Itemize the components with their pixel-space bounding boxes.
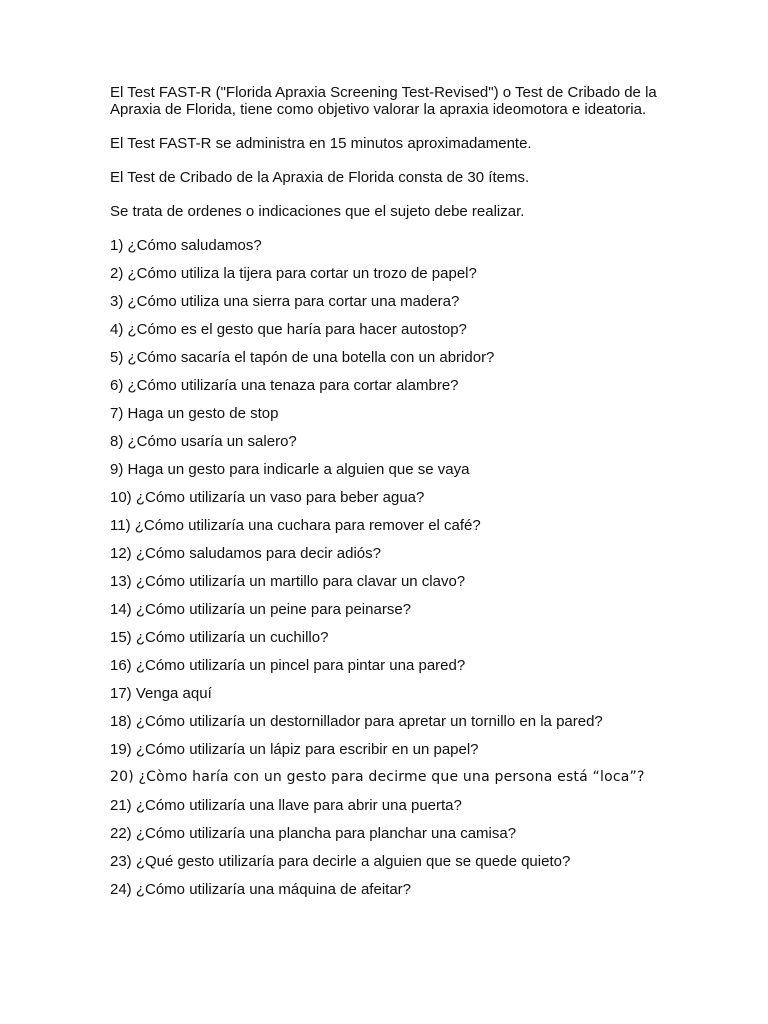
question-list (110, 237, 670, 898)
question-item-23: 23) ¿Qué gesto utilizaría para decirle a alguien que se quede quieto? (110, 853, 571, 870)
question-item-8: 8) ¿Cómo usaría un salero? (110, 433, 297, 450)
question-item-14: 14) ¿Cómo utilizaría un peine para peinarse? (110, 601, 412, 618)
question-item-20: 20) ¿Còmo haría con un gesto para decirme que una persona está “loca”? (110, 769, 645, 785)
intro-paragraph-duration: El Test FAST-R se administra en 15 minutos aproximadamente. (110, 135, 532, 152)
document-body (110, 84, 670, 909)
question-item-11: 11) ¿Cómo utilizaría una cuchara para remover el café? (110, 517, 481, 534)
question-item-6: 6) ¿Cómo utilizaría una tenaza para cortar alambre? (110, 377, 459, 394)
question-item-1: 1) ¿Cómo saludamos? (110, 237, 262, 254)
question-item-9: 9) Haga un gesto para indicarle a alguien que se vaya (110, 461, 470, 478)
question-item-3: 3) ¿Cómo utiliza una sierra para cortar una madera? (110, 293, 460, 310)
question-item-16: 16) ¿Cómo utilizaría un pincel para pintar una pared? (110, 657, 466, 674)
question-item-5: 5) ¿Cómo sacaría el tapón de una botella con un abridor? (110, 349, 495, 366)
question-item-15: 15) ¿Cómo utilizaría un cuchillo? (110, 629, 329, 646)
intro-paragraph-instructions: Se trata de ordenes o indicaciones que el sujeto debe realizar. (110, 203, 525, 220)
question-item-24: 24) ¿Cómo utilizaría una máquina de afeitar? (110, 881, 411, 898)
question-item-17: 17) Venga aquí (110, 685, 212, 702)
question-item-13: 13) ¿Cómo utilizaría un martillo para clavar un clavo? (110, 573, 466, 590)
question-item-19: 19) ¿Cómo utilizaría un lápiz para escribir en un papel? (110, 741, 479, 758)
question-item-18: 18) ¿Cómo utilizaría un destornillador para apretar un tornillo en la pared? (110, 713, 603, 730)
question-item-21: 21) ¿Cómo utilizaría una llave para abrir una puerta? (110, 797, 462, 814)
intro-paragraph-item-count: El Test de Cribado de la Apraxia de Florida consta de 30 ítems. (110, 169, 530, 186)
question-item-22: 22) ¿Cómo utilizaría una plancha para planchar una camisa? (110, 825, 517, 842)
question-item-12: 12) ¿Cómo saludamos para decir adiós? (110, 545, 381, 562)
intro-paragraph-purpose: El Test FAST-R ("Florida Apraxia Screening Test-Revised") o Test de Cribado de la Apraxia de Florida, tiene como objetivo valorar la apraxia ideomotora e ideatoria. (110, 84, 657, 118)
question-item-2: 2) ¿Cómo utiliza la tijera para cortar un trozo de papel? (110, 265, 477, 282)
question-item-4: 4) ¿Cómo es el gesto que haría para hacer autostop? (110, 321, 467, 338)
question-item-10: 10) ¿Cómo utilizaría un vaso para beber agua? (110, 489, 425, 506)
question-item-7: 7) Haga un gesto de stop (110, 405, 279, 422)
